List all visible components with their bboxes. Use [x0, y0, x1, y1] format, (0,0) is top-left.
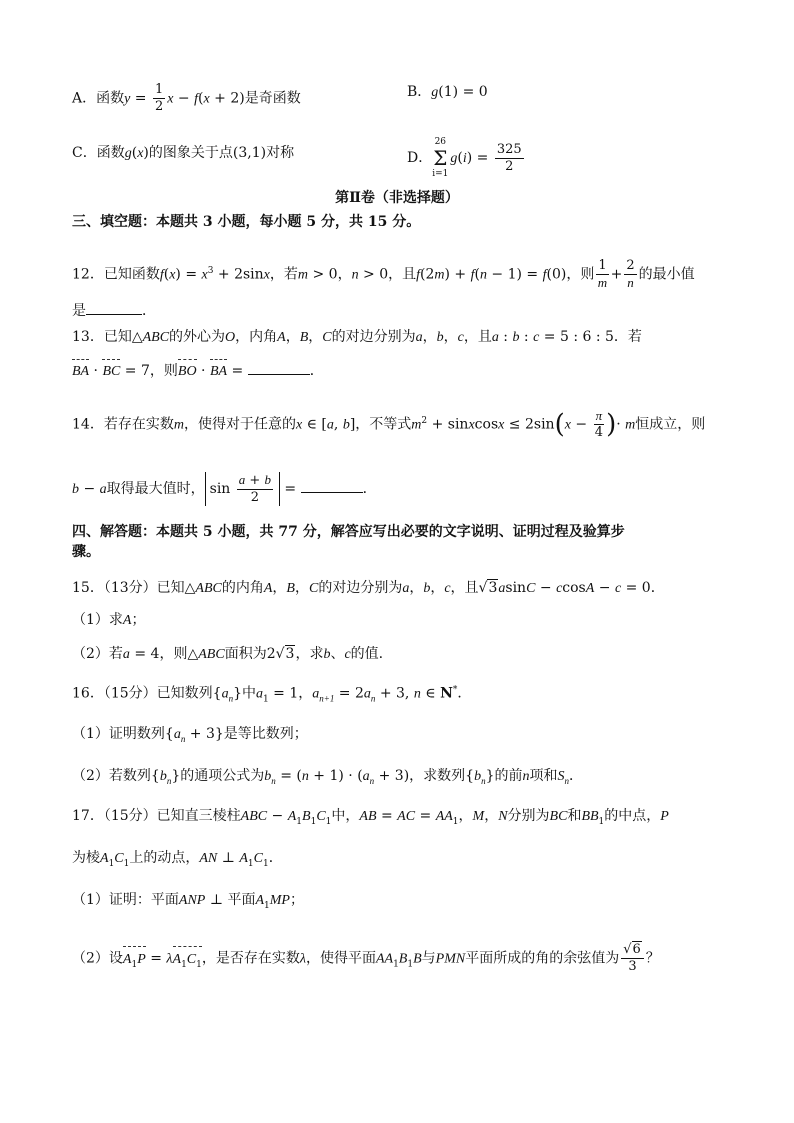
section3-heading: 三、填空题：本题共 3 小题，每小题 5 分，共 15 分。: [72, 214, 421, 230]
answer-blank[interactable]: [86, 300, 142, 315]
section4-heading: 四、解答题：本题共 5 小题，共 77 分，解答应写出必要的文字说明、证明过程及验算步: [72, 524, 625, 540]
question-12-cont: 是 ．: [72, 300, 156, 321]
option-b: B．g(1) = 0: [407, 84, 488, 100]
section4-heading-cont: 骤。: [72, 544, 100, 560]
question-13: 13．已知△ABC的外心为O，内角A，B，C的对边分别为a，b，c，且a : b : c = 5 : 6 : 5．若: [72, 329, 642, 345]
question-15-part1: （1）求A；: [72, 612, 146, 628]
sum-symbol: 26 Σ i=1: [432, 137, 449, 179]
option-c: C．函数g(x)的图象关于点(3,1)对称: [72, 145, 295, 161]
option-d: D． 26 Σ i=1 g(i) = $\frac{325}{2}$: [407, 137, 522, 179]
answer-blank[interactable]: [301, 478, 363, 493]
question-12: 12．已知函数$f(x) = x^3 + 2\sin x$，若m > 0，n > 0，且f(2m) + f(n − 1) = f(0)，则 $\frac{1}{m}$ + $\frac{2}{n}$ 的最小值: [72, 258, 695, 290]
question-15: 15．（13分）已知△ABC的内角A，B，C的对边分别为a，b，c，且√3asinC − ccosA − c = 0．: [72, 580, 665, 596]
question-15-part2: （2）若a = 4，则△ABC面积为2√3，求b、c的值.: [72, 646, 384, 662]
question-17-part1: （1）证明：平面ANP ⊥ 平面$A_1MP$；: [72, 892, 304, 911]
answer-blank[interactable]: [248, 360, 310, 375]
question-17: 17．（15分）已知直三棱柱ABC − $A_1B_1C_1$中，AB = AC = $AA_1$，M，N分别为BC和$BB_1$的中点，P: [72, 808, 669, 827]
question-16: 16．（15分）已知数列$\{a_n\}$中$a_1 = 1$，$a_{n+1} = 2a_n + 3$, n ∈ N*．: [72, 685, 472, 705]
part2-title: 第Ⅱ卷（非选择题）: [335, 190, 459, 206]
question-17-part2: （2）设$A_1P = \lambda A_1C_1$，是否存在实数λ，使得平面$AA_1B_1B$与PMN平面所成的角的余弦值为 $\frac{√6}{3}$ ？: [72, 942, 660, 974]
question-16-part2: （2）若数列$\{b_n\}$的通项公式为$b_n = (n + 1) \cdot (a_n + 3)$，求数列$\{b_n\}$的前n项和$S_n$．: [72, 768, 584, 786]
question-14-cont: b − a取得最大值时， sin $\frac{a + b}{2}$ = ．: [72, 472, 377, 505]
question-16-part1: （1）证明数列$\{a_n + 3\}$是等比数列；: [72, 726, 308, 744]
fraction: $\frac{1}{2}$: [154, 82, 164, 114]
question-14: 14．若存在实数m，使得对于任意的x ∈ [a, b]，不等式$m^2$ + sinxcosx ≤ 2sin(x − $\frac{\pi}{4}$ )· m恒成立，则: [72, 408, 706, 440]
question-13-cont: BA · BC = 7，则BO · BA = ．: [72, 360, 324, 382]
question-17-cont: 为棱$A_1C_1$上的动点，AN ⊥ $A_1C_1$．: [72, 850, 283, 869]
option-a: A．函数y = $\frac{1}{2}$ x − f(x + 2)是奇函数: [72, 82, 301, 114]
